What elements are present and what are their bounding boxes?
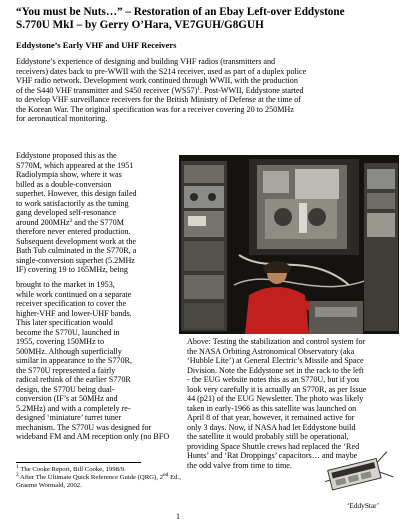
footnote-text: The Cooke Report, Bill Cooke, 1998/9. [18,466,126,473]
title-line-1: “You must be Nuts…” – Restoration of an Ebay Left-over Eddystone [16,6,345,18]
photo-illustration [179,155,399,334]
text-line: the NASA Orbiting Astronomical Observatory (aka [187,346,355,356]
text-line: to work satisfactorily as the tuning [16,198,129,208]
text-line: Division. Note the Eddystone set in the rack to the left [187,365,364,375]
footnote-ref-2: 2 [69,217,73,224]
eddystar-satellite-image [325,447,394,497]
text-line: billed as a double-conversion [16,179,112,189]
title-line-2: S.770U MkI – by Gerry O’Hara, VE7GUH/G8GUH [16,19,264,31]
eddystar-label: ‘EddyStar’ [347,501,380,510]
nasa-lab-photo [179,155,399,334]
footnote-marker-2: 2 [16,472,19,478]
text-line: brought to the market in 1953, [16,280,115,289]
left-column-text [16,151,166,275]
footnote-rule [16,462,141,463]
text-line: mechanism. The S770U was designed for [16,422,152,432]
text-line: therefore never entered production. [16,227,131,236]
text-line: the satellite it would probably still be operational, [187,432,349,441]
page-number: 1 [176,512,180,521]
text-line: gang developed self-resonance [16,208,117,217]
text-line: while work continued on a separate [16,289,132,299]
text-line: This later specification would [16,318,113,327]
text-line [16,86,391,96]
text-line: Above: Testing the stabilization and control system for [187,337,366,346]
text-segment: around 200MHz [16,217,70,227]
text-line: VHF radio network. Development work continued through WWII, with the production [16,76,298,85]
text-line: April 8 of that year, however, it remained active for [187,413,355,422]
text-line: 44 (p21) of the EUG Newsletter. The photo was likely [187,394,364,403]
text-line: conversion (IF’s at 50MHz and [16,394,118,403]
text-line: Radiolympia show, where it was [16,170,122,179]
text-line: only 3 days. Now, if NASA had let Eddystone build [187,422,356,432]
text-line: the odd valve from time to time. [187,460,292,470]
text-line: 500MHz. Although superficially [16,346,122,356]
footnotes [16,466,276,490]
text-line: Bath Tub culminated in the S770R, a [16,246,137,255]
text-line: the S770U represented a fairly [16,365,116,375]
footnote-text: Ed., [168,474,181,481]
text-line: to develop VHF surveillance receivers for the British Ministry of Defense at the time of [16,95,302,104]
text-line: providing Space Shuttle crews had replaced the ‘Red [187,441,360,451]
text-line: Subsequent development work at the [16,236,137,246]
footnote-ref-1: 1 [197,85,201,92]
text-segment: . Post-WWII, Eddystone started [200,85,304,95]
footnote-text: After The Ultimate Quick Reference Guide (QRG), 2 [18,474,163,481]
text-line: Hunts’ and ‘Rat Droppings’ capacitors… and maybe [187,451,358,460]
section-heading: Eddystone’s Early VHF and UHF Receivers [16,40,177,50]
text-line: become the S770U, launched in [16,327,120,337]
left-column-text-continued [16,280,170,442]
footnote-2 [16,474,276,482]
text-line: IF) covering 19 to 165MHz, being [16,265,128,274]
satellite-illustration [325,447,394,497]
text-line: higher-VHF and lower-UHF bands. [16,308,132,318]
text-line: look very carefully it is actually an S770R, as per Issue [187,384,367,394]
text-line: the Korean War. The original specification was for a receiver covering 20 to 250MHz [16,104,294,114]
text-line: 5.2MHz) and with a completely re- [16,403,131,413]
text-line: receiver specification to cover the [16,299,127,308]
text-line: - the EUG website notes this as an S770U, but if you [187,375,359,384]
text-line: designed ‘miniature’ turret tuner [16,413,122,422]
intro-paragraph [16,57,391,124]
text-line: radical rethink of the earlier S770R [16,375,131,384]
text-line: receivers) dates back to pre-WWII with the S214 receiver, used as part of a duplex police [16,66,307,76]
footnote-1 [16,466,276,474]
text-line: design, the S770U being dual- [16,384,115,394]
text-line [16,218,166,228]
text-line: Eddystone proposed this as the [16,151,117,160]
footnote-2-continued: Graeme Wormald, 2002. [16,482,82,489]
text-line: Eddystone’s experience of designing and building VHF radios (transmitters and [16,57,276,66]
article-title [16,6,396,32]
text-line: single-conversion superhet (5.2MHz [16,255,135,265]
text-line: for aeronautical monitoring. [16,114,108,123]
text-line: superhet. However, this design failed [16,189,137,198]
text-line: ‘Hubble Lite’) at General Electric’s Missile and Space [187,356,364,365]
text-line: taken in early-1966 as this satellite was launched on [187,403,357,413]
text-segment: of the S440 VHF transmitter and S450 receiver (WS57) [16,85,198,95]
text-segment: and the S770M [72,217,124,227]
text-line: similar in appearance to the S770R, [16,356,132,365]
footnote-marker-1: 1 [16,464,19,470]
ordinal-suffix: nd [162,472,169,478]
text-line: 1955, covering 150MHz to [16,337,105,346]
text-line: wideband FM and AM reception only (no BFO [16,432,170,441]
text-line: S770M, which appeared at the 1951 [16,160,134,170]
